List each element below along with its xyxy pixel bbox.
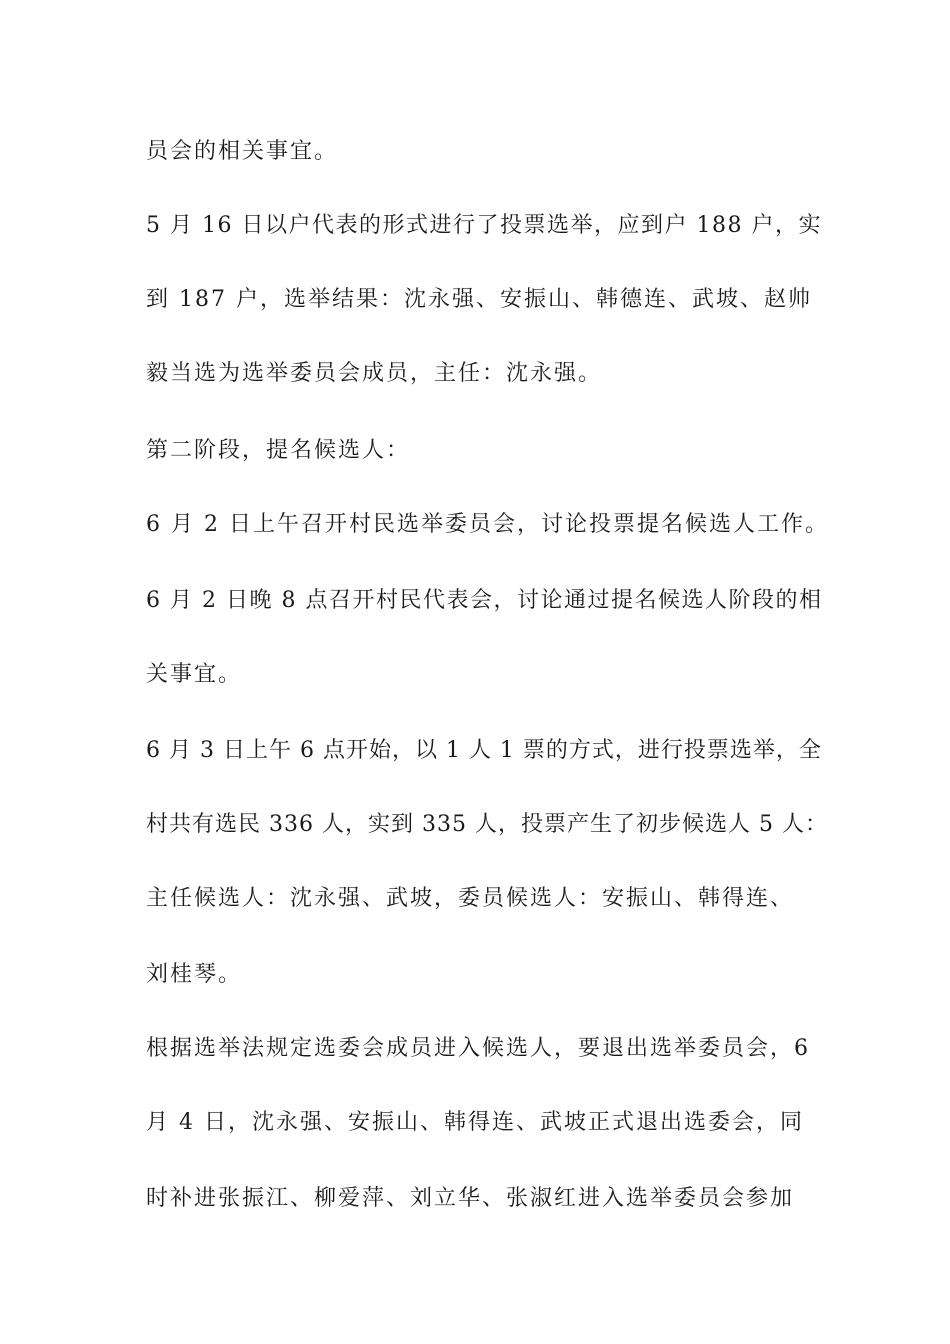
text-line: 关事宜。 xyxy=(146,662,243,687)
text-line: 6 月 3 日上午 6 点开始，以 1 人 1 票的方式，进行投票选举，全 xyxy=(146,738,822,763)
text-line: 根据选举法规定选委会成员进入候选人，要退出选举委员会，6 xyxy=(146,1036,810,1061)
text-line: 员会的相关事宜。 xyxy=(146,139,339,164)
section-heading: 第二阶段，提名候选人： xyxy=(146,438,411,463)
text-line: 毅当选为选举委员会成员，主任：沈永强。 xyxy=(146,361,603,386)
text-line: 刘桂琴。 xyxy=(146,962,243,987)
text-line: 时补进张振江、柳爱萍、刘立华、张淑红进入选举委员会参加 xyxy=(146,1186,795,1211)
text-line: 主任候选人：沈永强、武坡，委员候选人：安振山、韩得连、 xyxy=(146,886,795,911)
text-line: 月 4 日，沈永强、安振山、韩得连、武坡正式退出选委会，同 xyxy=(146,1110,804,1135)
text-line: 6 月 2 日晚 8 点召开村民代表会，讨论通过提名候选人阶段的相 xyxy=(146,588,823,613)
text-line: 村共有选民 336 人，实到 335 人，投票产生了初步候选人 5 人： xyxy=(146,812,828,837)
text-line: 5 月 16 日以户代表的形式进行了投票选举，应到户 188 户，实 xyxy=(146,213,822,238)
text-line: 6 月 2 日上午召开村民选举委员会，讨论投票提名候选人工作。 xyxy=(146,512,829,537)
text-line: 到 187 户，选举结果：沈永强、安振山、韩德连、武坡、赵帅 xyxy=(146,287,812,312)
